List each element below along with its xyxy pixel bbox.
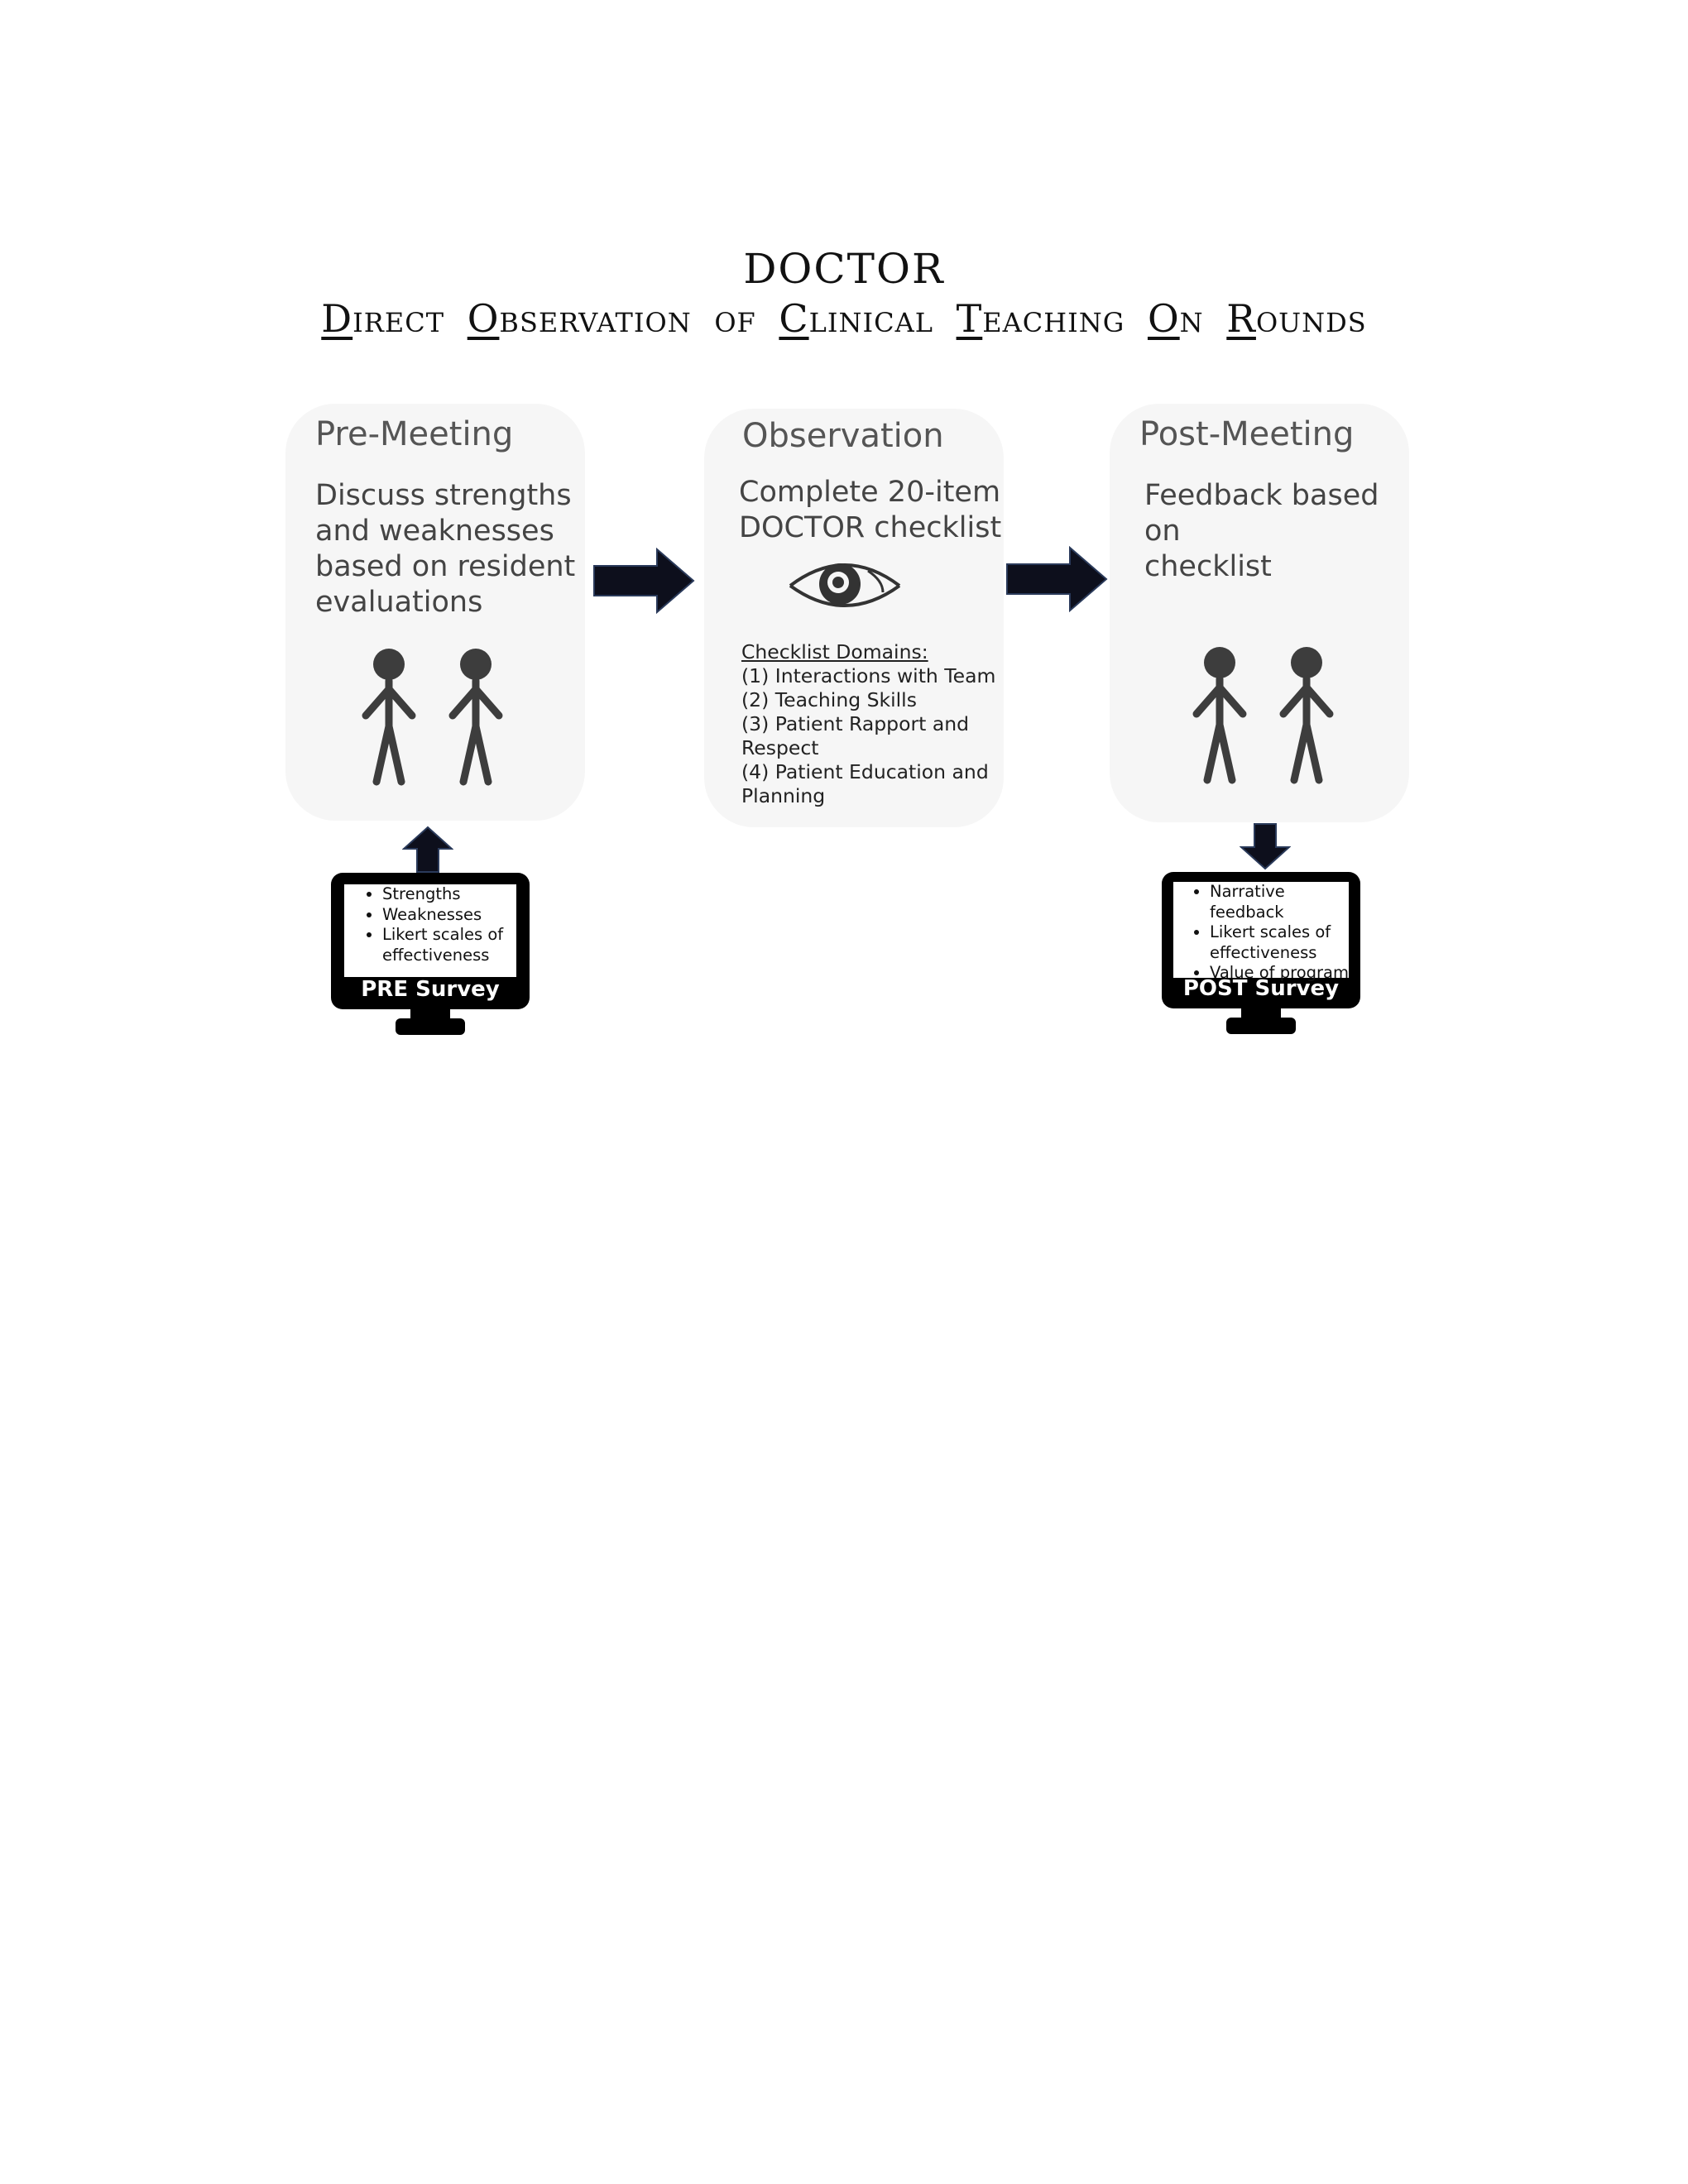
title-word: Clinical (779, 296, 933, 341)
post-meeting-description: Feedback based on checklist (1144, 479, 1379, 583)
observation-description: Complete 20-item DOCTOR checklist (739, 476, 1002, 544)
title-word: On (1147, 296, 1204, 341)
title-acronym: DOCTOR (743, 245, 945, 293)
observation-heading: Observation (742, 417, 944, 455)
post-meeting-heading: Post-Meeting (1139, 415, 1355, 453)
post-survey-label: POST Survey (1182, 976, 1340, 1001)
checklist-domains (741, 640, 998, 808)
up-arrow-icon (402, 826, 453, 874)
pre-meeting-box (285, 404, 585, 821)
two-people-icon (1182, 646, 1348, 787)
title-word: Rounds (1226, 296, 1367, 341)
pre-survey-label: PRE Survey (361, 977, 500, 1002)
survey-item: • Value of program (1210, 963, 1349, 984)
domain-line: (4) Patient Education and (741, 760, 989, 783)
pre-meeting-heading: Pre-Meeting (315, 415, 514, 453)
survey-item: • Narrative feedback (1210, 882, 1349, 922)
right-arrow-icon (1005, 546, 1108, 612)
diagram-title (0, 244, 1688, 343)
survey-item: • Likert scales of effectiveness (1210, 922, 1349, 963)
eye-icon (787, 556, 903, 615)
title-word: Teaching (956, 296, 1125, 341)
title-word: Observation (467, 296, 692, 341)
post-survey-screen (1173, 882, 1349, 982)
title-expansion (0, 294, 1688, 343)
checklist-domains-heading: Checklist Domains: (741, 640, 928, 663)
domain-line: (2) Teaching Skills (741, 688, 917, 711)
domain-line: Respect (741, 736, 819, 759)
survey-item: • Weaknesses (382, 905, 516, 926)
survey-item: • Likert scales of effectiveness (382, 925, 516, 965)
pre-survey-monitor (331, 873, 530, 1037)
domain-line: Planning (741, 784, 826, 807)
pre-survey-screen (344, 884, 516, 977)
right-arrow-icon (592, 548, 695, 614)
pre-meeting-description: Discuss strengths and weaknesses based on resident evaluations (315, 479, 576, 619)
post-survey-monitor (1162, 872, 1360, 1036)
survey-item: • Strengths (382, 884, 516, 905)
observation-box (704, 409, 1004, 827)
title-word: of (714, 296, 756, 341)
domain-line: (1) Interactions with Team (741, 664, 996, 687)
domain-line: (3) Patient Rapport and (741, 712, 970, 735)
title-word: Direct (321, 296, 445, 341)
two-people-icon (352, 648, 517, 788)
post-meeting-box (1110, 404, 1409, 822)
down-arrow-icon (1240, 822, 1291, 870)
